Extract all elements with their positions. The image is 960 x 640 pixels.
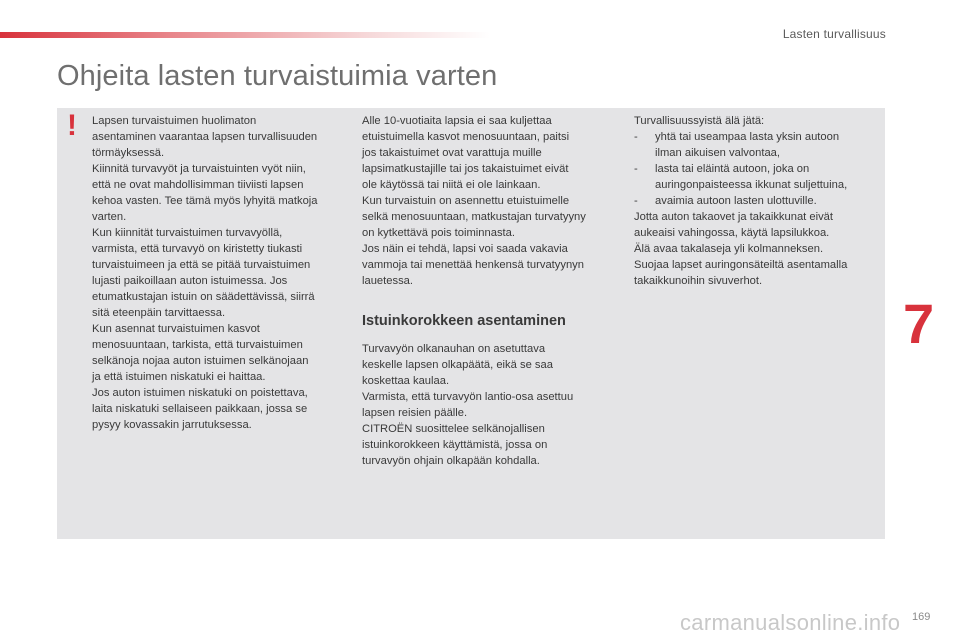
page-title: Ohjeita lasten turvaistuimia varten bbox=[57, 60, 498, 92]
text-line: lujasti paikoillaan auton istuimessa. Jos bbox=[92, 275, 288, 287]
exclamation-icon: ! bbox=[67, 109, 77, 142]
text-line: Kiinnitä turvavyöt ja turvaistuinten vyöt niin, bbox=[92, 163, 306, 175]
text-line: on kytkettävä pois toiminnasta. bbox=[362, 227, 515, 239]
text-line: Kun kiinnität turvaistuimen turvavyöllä, bbox=[92, 227, 283, 239]
text-line: ilman aikuisen valvontaa, bbox=[655, 147, 780, 159]
text-line: jos takaistuimet ovat varattuja muille bbox=[362, 147, 542, 159]
text-line: lauetessa. bbox=[362, 275, 413, 287]
text-line: Jos näin ei tehdä, lapsi voi saada vakavia bbox=[362, 243, 568, 255]
text-line: Jotta auton takaovet ja takaikkunat eivät bbox=[634, 211, 834, 223]
text-line: lapsen reisien päälle. bbox=[362, 407, 468, 419]
text-line: sitä eteenpäin tarvittaessa. bbox=[92, 307, 226, 319]
text-line: Suojaa lapset auringonsäteiltä asentamalla bbox=[634, 259, 848, 271]
text-line: Kun turvaistuin on asennettu etuistuimelle bbox=[362, 195, 570, 207]
text-line: ole käytössä tai niitä ei ole lainkaan. bbox=[362, 179, 541, 191]
text-line: Älä avaa takalaseja yli kolmanneksen. bbox=[634, 243, 824, 255]
watermark: carmanualsonline.info bbox=[680, 610, 901, 635]
text-line: koskettaa kaulaa. bbox=[362, 375, 450, 387]
text-line: Jos auton istuimen niskatuki on poistettava, bbox=[92, 387, 308, 399]
text-line: lasta tai eläintä autoon, joka on bbox=[655, 163, 810, 175]
chapter-number: 7 bbox=[903, 292, 935, 355]
text-line: laita niskatuki sellaiseen paikkaan, jossa se bbox=[92, 403, 308, 415]
text-line: Alle 10-vuotiaita lapsia ei saa kuljettaa bbox=[362, 115, 552, 127]
text-line: etuistuimella kasvot menosuuntaan, paitsi bbox=[362, 131, 570, 143]
page-number: 169 bbox=[912, 611, 931, 623]
booster-seat-heading: Istuinkorokkeen asentaminen bbox=[362, 313, 566, 329]
text-line: Varmista, että turvavyön lantio-osa asettuu bbox=[362, 391, 574, 403]
text-line: lapsimatkustajille tai jos takaistuimet eivät bbox=[362, 163, 569, 175]
text-line: etumatkustajan istuin on säädettävissä, siirrä bbox=[92, 291, 315, 303]
text-line: turvavyön ohjain olkapään kohdalla. bbox=[362, 455, 540, 467]
bullet-dash: - bbox=[634, 195, 638, 207]
section-header: Lasten turvallisuus bbox=[782, 27, 886, 41]
text-line: keskelle lapsen olkapäätä, eikä se saa bbox=[362, 359, 553, 371]
text-line: varten. bbox=[92, 211, 127, 223]
text-line: Lapsen turvaistuimen huolimaton bbox=[92, 115, 257, 127]
front-seat-text-column bbox=[362, 113, 617, 469]
list-item bbox=[634, 129, 884, 161]
safety-tips-column bbox=[634, 113, 884, 289]
text-line: törmäyksessä. bbox=[92, 147, 165, 159]
text-line: aukeaisi vahingossa, käytä lapsilukkoa. bbox=[634, 227, 830, 239]
text-line: asentaminen vaarantaa lapsen turvallisuuden bbox=[92, 131, 318, 143]
text-line: auringonpaisteessa ikkunat suljettuina, bbox=[655, 179, 848, 191]
text-line: avaimia autoon lasten ulottuville. bbox=[655, 195, 817, 207]
text-line: ja että istuimen niskatuki ei haittaa. bbox=[92, 371, 266, 383]
text-line: Turvavyön olkanauhan on asetuttava bbox=[362, 343, 546, 355]
text-line: selkä menosuuntaan, matkustajan turvatyyny bbox=[362, 211, 586, 223]
top-accent-bar bbox=[0, 32, 490, 38]
text-line: selkänoja nojaa auton istuimen selkänojaan bbox=[92, 355, 309, 367]
text-line: turvaistuimeen ja että se pitää turvaistuimen bbox=[92, 259, 311, 271]
text-line: CITROËN suosittelee selkänojallisen bbox=[362, 423, 545, 435]
text-line: takaikkunoihin sivuverhot. bbox=[634, 275, 763, 287]
bullet-dash: - bbox=[634, 163, 638, 175]
list-item bbox=[634, 193, 884, 209]
text-line: kehoa vasten. Tee tämä myös lyhyitä matkoja bbox=[92, 195, 318, 207]
text-line: yhtä tai useampaa lasta yksin autoon bbox=[655, 131, 840, 143]
bullet-dash: - bbox=[634, 131, 638, 143]
text-line: istuinkorokkeen käyttämistä, jossa on bbox=[362, 439, 548, 451]
warning-text-column bbox=[92, 113, 347, 433]
text-line: Kun asennat turvaistuimen kasvot bbox=[92, 323, 260, 335]
text-line: Turvallisuussyistä älä jätä: bbox=[634, 115, 765, 127]
list-item bbox=[634, 161, 884, 193]
text-line: menosuuntaan, tarkista, että turvaistuimen bbox=[92, 339, 303, 351]
text-line: vammoja tai menettää henkensä turvatyynyn bbox=[362, 259, 585, 271]
text-line: että ne ovat mahdollisimman tiiviisti lapsen bbox=[92, 179, 304, 191]
text-line: varmista, että turvavyö on kiristetty tiukasti bbox=[92, 243, 303, 255]
text-line: pysyy kovassakin jarrutuksessa. bbox=[92, 419, 252, 431]
